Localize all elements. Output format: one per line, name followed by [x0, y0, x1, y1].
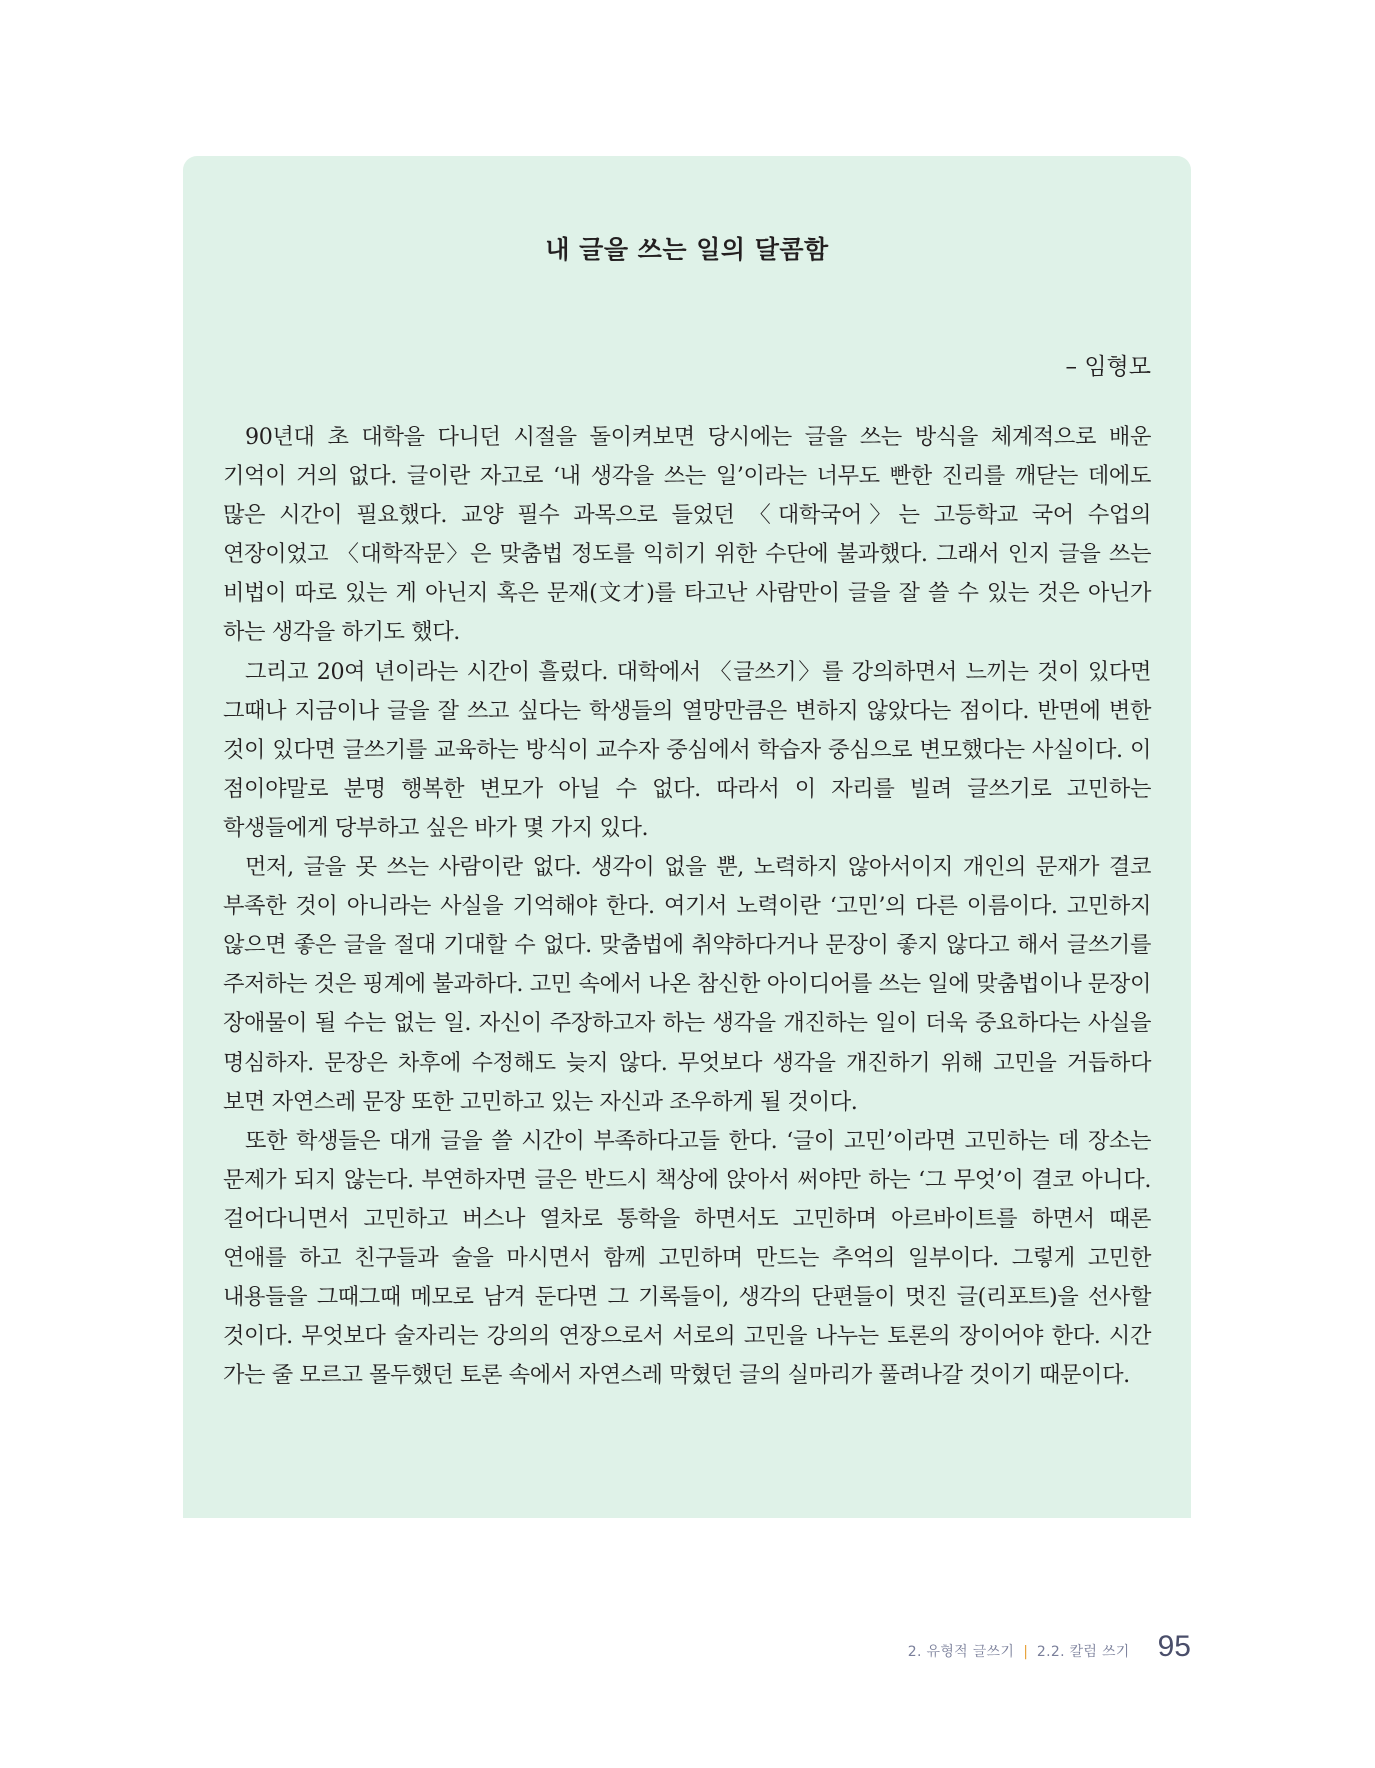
column-body [223, 418, 1151, 1395]
column-box [183, 156, 1191, 1518]
paragraph-3: 먼저, 글을 못 쓰는 사람이란 없다. 생각이 없을 뿐, 노력하지 않아서이지 개인의 문재가 결코 부족한 것이 아니라는 사실을 기억해야 한다. 여기서 노력이란 ‘고민’의 다른 이름이다. 고민하지 않으면 좋은 글을 절대 기대할 수 없다. 맞춤법에 취약하다거나 문장이 좋지 않다고 해서 글쓰기를 주저하는 것은 핑계에 불과하다. 고민 속에서 나온 참신한 아이디어를 쓰는 일에 맞춤법이나 문장이 장애물이 될 수는 없는 일. 자신이 주장하고자 하는 생각을 개진하는 일이 더욱 중요하다는 사실을 명심하자. 문장은 차후에 수정해도 늦지 않다. 무엇보다 생각을 개진하기 위해 고민을 거듭하다 보면 자연스레 문장 또한 고민하고 있는 자신과 조우하게 될 것이다. [223, 854, 1151, 1115]
paragraph-2: 그리고 20여 년이라는 시간이 흘렀다. 대학에서 〈글쓰기〉를 강의하면서 느끼는 것이 있다면 그때나 지금이나 글을 잘 쓰고 싶다는 학생들의 열망만큼은 변하지 않았다는 점이다. 반면에 변한 것이 있다면 글쓰기를 교육하는 방식이 교수자 중심에서 학습자 중심으로 변모했다는 사실이다. 이 점이야말로 분명 행복한 변모가 아닐 수 없다. 따라서 이 자리를 빌려 글쓰기로 고민하는 학생들에게 당부하고 싶은 바가 몇 가지 있다. [223, 658, 1151, 841]
page-number: 95 [1157, 1630, 1191, 1663]
paragraph-4: 또한 학생들은 대개 글을 쓸 시간이 부족하다고들 한다. ‘글이 고민’이라면 고민하는 데 장소는 문제가 되지 않는다. 부연하자면 글은 반드시 책상에 앉아서 써야만 하는 ‘그 무엇’이 결코 아니다. 걸어다니면서 고민하고 버스나 열차로 통학을 하면서도 고민하며 아르바이트를 하면서 때론 연애를 하고 친구들과 술을 마시면서 함께 고민하며 만드는 추억의 일부이다. 그렇게 고민한 내용들을 그때그때 메모로 남겨 둔다면 그 기록들이, 생각의 단편들이 멋진 글(리포트)을 선사할 것이다. 무엇보다 술자리는 강의의 연장으로서 서로의 고민을 나누는 토론의 장이어야 한다. 시간 가는 줄 모르고 몰두했던 토론 속에서 자연스레 막혔던 글의 실마리가 풀려나갈 것이기 때문이다. [223, 1127, 1151, 1389]
footer-chapter: 2. 유형적 글쓰기 [907, 1644, 1015, 1660]
footer-section: 2.2. 칼럼 쓰기 [1036, 1644, 1130, 1660]
page-footer [908, 1630, 1191, 1664]
column-author: – 임형모 [1065, 354, 1151, 380]
footer-separator: | [1023, 1644, 1028, 1660]
paragraph-1: 90년대 초 대학을 다니던 시절을 돌이켜보면 당시에는 글을 쓰는 방식을 체계적으로 배운 기억이 거의 없다. 글이란 자고로 ‘내 생각을 쓰는 일’이라는 너무도 빤한 진리를 깨닫는 데에도 많은 시간이 필요했다. 교양 필수 과목으로 들었던 〈대학국어〉는 고등학교 국어 수업의 연장이었고 〈대학작문〉은 맞춤법 정도를 익히기 위한 수단에 불과했다. 그래서 인지 글을 쓰는 비법이 따로 있는 게 아닌지 혹은 문재(文才)를 타고난 사람만이 글을 잘 쓸 수 있는 것은 아닌가 하는 생각을 하기도 했다. [223, 424, 1151, 646]
column-title: 내 글을 쓰는 일의 달콤함 [545, 235, 829, 264]
